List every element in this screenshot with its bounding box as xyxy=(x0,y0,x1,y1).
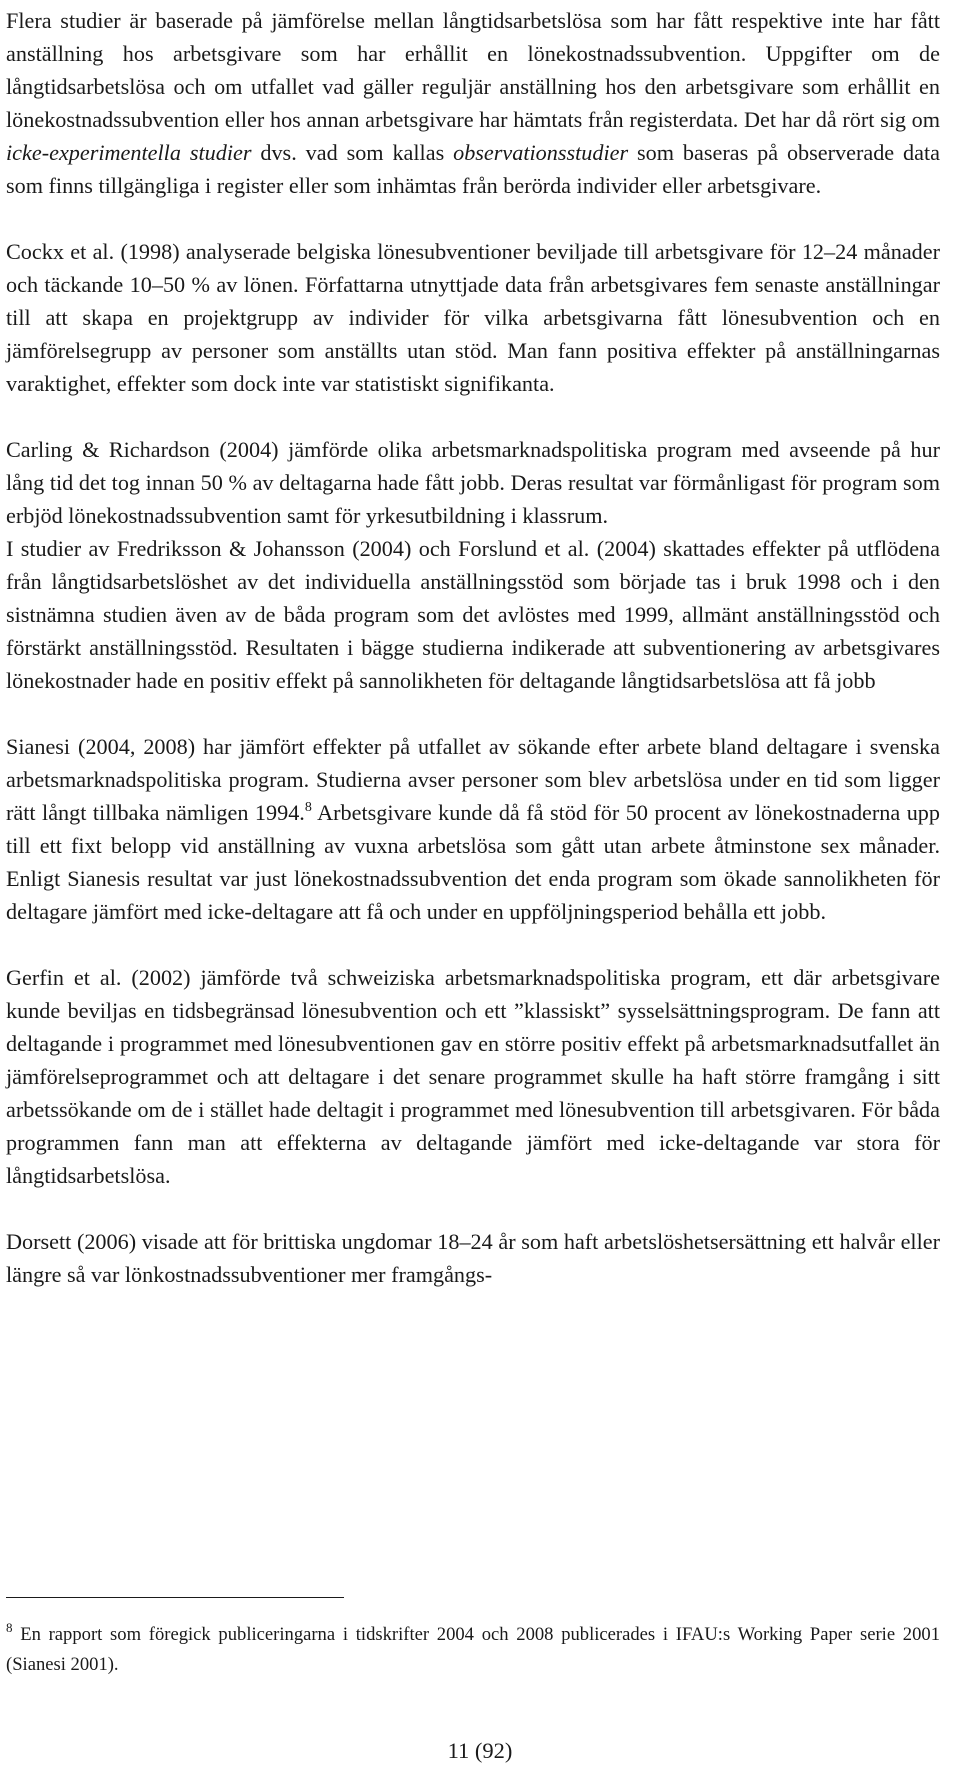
footnote-text: En rapport som föregick publiceringarna i tidskrifter 2004 och 2008 publicerades i IFAU:s Working Paper serie 2001 (Sianesi 2001). xyxy=(6,1624,940,1675)
paragraph-text: Sianesi (2004, 2008) har jämfört effekter på utfallet av sökande efter arbete bland deltagare i svenska arbetsmarknadspolitiska program. Studierna avser personer som blev arbetslösa under en tid som ligger rätt långt tillbaka nämligen 1994. xyxy=(6,734,940,825)
paragraph-sianesi xyxy=(6,730,940,928)
emphasis-text: icke-experimentella studier xyxy=(6,140,252,165)
footnote-marker: 8 xyxy=(6,1620,13,1635)
page-number: 11 (92) xyxy=(447,1738,513,1763)
paragraph-text: som baseras på observerade data som finns tillgängliga i register eller som inhämtas från berörda individer eller arbetsgivare. xyxy=(6,140,940,198)
footnote-reference[interactable]: 8 xyxy=(304,800,312,815)
footnote xyxy=(6,1620,940,1680)
document-body xyxy=(6,0,940,1291)
paragraph-gerfin: Gerfin et al. (2002) jämförde två schweiziska arbetsmarknadspolitiska program, ett där arbetsgivare kunde beviljas en tidsbegränsad lönesubvention och ett ”klassiskt” sysselsättningsprogram. De fann att deltagande i programmet med lönesubventionen gav en större positiv effekt på arbetsmarknadsutfallet än jämförelseprogrammet och att deltagare i det senare programmet skulle ha haft större framgång i sitt arbetssökande om de i stället hade deltagit i programmet med lönesubvention till arbetsgivaren. För båda programmen fann man att effekterna av deltagande jämfört med icke-deltagande var stora för långtidsarbetslösa. xyxy=(6,965,940,1188)
paragraph-text: dvs. vad som kallas xyxy=(251,140,454,165)
paragraph-text: Arbetsgivare kunde då få stöd för 50 procent av lönekostnaderna upp till ett fixt belopp vid anställning av vuxna arbetslösa som gått utan arbete åtminstone sex månader. Enligt Sianesis resultat var just lönekostnadssubvention det enda program som ökade sannolikheten för deltagare jämfört med icke-deltagare att få och under en uppföljningsperiod behålla ett jobb. xyxy=(6,800,940,924)
footnote-divider xyxy=(6,1597,344,1598)
paragraph-fredriksson-johansson: I studier av Fredriksson & Johansson (2004) och Forslund et al. (2004) skattades effekter på utflödena från långtidsarbetslöshet av det individuella anställningsstöd som började tas i bruk 1998 och i den sistnämna studien även av de båda program som det avlöstes med 1999, allmänt anställningsstöd och förstärkt anställningsstöd. Resultaten i bägge studierna indikerade att subventionering av arbetsgivares lönekostnader hade en positiv effekt på sannolikheten för deltagande långtidsarbetslösa att få jobb xyxy=(6,536,940,693)
paragraph-text: Flera studier är baserade på jämförelse mellan långtidsarbetslösa som har fått respektive inte har fått anställning hos arbetsgivare som har erhållit en lönekostnadssubvention. Uppgifter om de långtidsarbetslösa och om utfallet vad gäller reguljär anställning hos den arbetsgivare som erhållit en lönekostnadssubvention eller hos annan arbetsgivare har hämtats från registerdata. Det har då rört sig om xyxy=(6,8,940,132)
paragraph-dorsett: Dorsett (2006) visade att för brittiska ungdomar 18–24 år som haft arbetslöshetsersättning ett halvår eller längre så var lönkostnadssubventioner mer framgångs- xyxy=(6,1229,940,1287)
paragraph-cockx: Cockx et al. (1998) analyserade belgiska lönesubventioner beviljade till arbetsgivare för 12–24 månader och täckande 10–50 % av lönen. Författarna utnyttjade data från arbetsgivares fem senaste anställningar till att skapa en projektgrupp av individer för vilka arbetsgivarna fått lönesubvention och en jämförelsegrupp av personer som anställts utan stöd. Man fann positiva effekter på anställningarnas varaktighet, effekter som dock inte var statistiskt signifikanta. xyxy=(6,239,940,396)
paragraph-carling-richardson: Carling & Richardson (2004) jämförde olika arbetsmarknadspolitiska program med avseende på hur lång tid det tog innan 50 % av deltagarna hade fått jobb. Deras resultat var förmånligast för program som erbjöd lönekostnadssubvention samt för yrkesutbildning i klassrum. xyxy=(6,437,940,528)
emphasis-text: observationsstudier xyxy=(453,140,629,165)
paragraph-observational-studies xyxy=(6,4,940,202)
